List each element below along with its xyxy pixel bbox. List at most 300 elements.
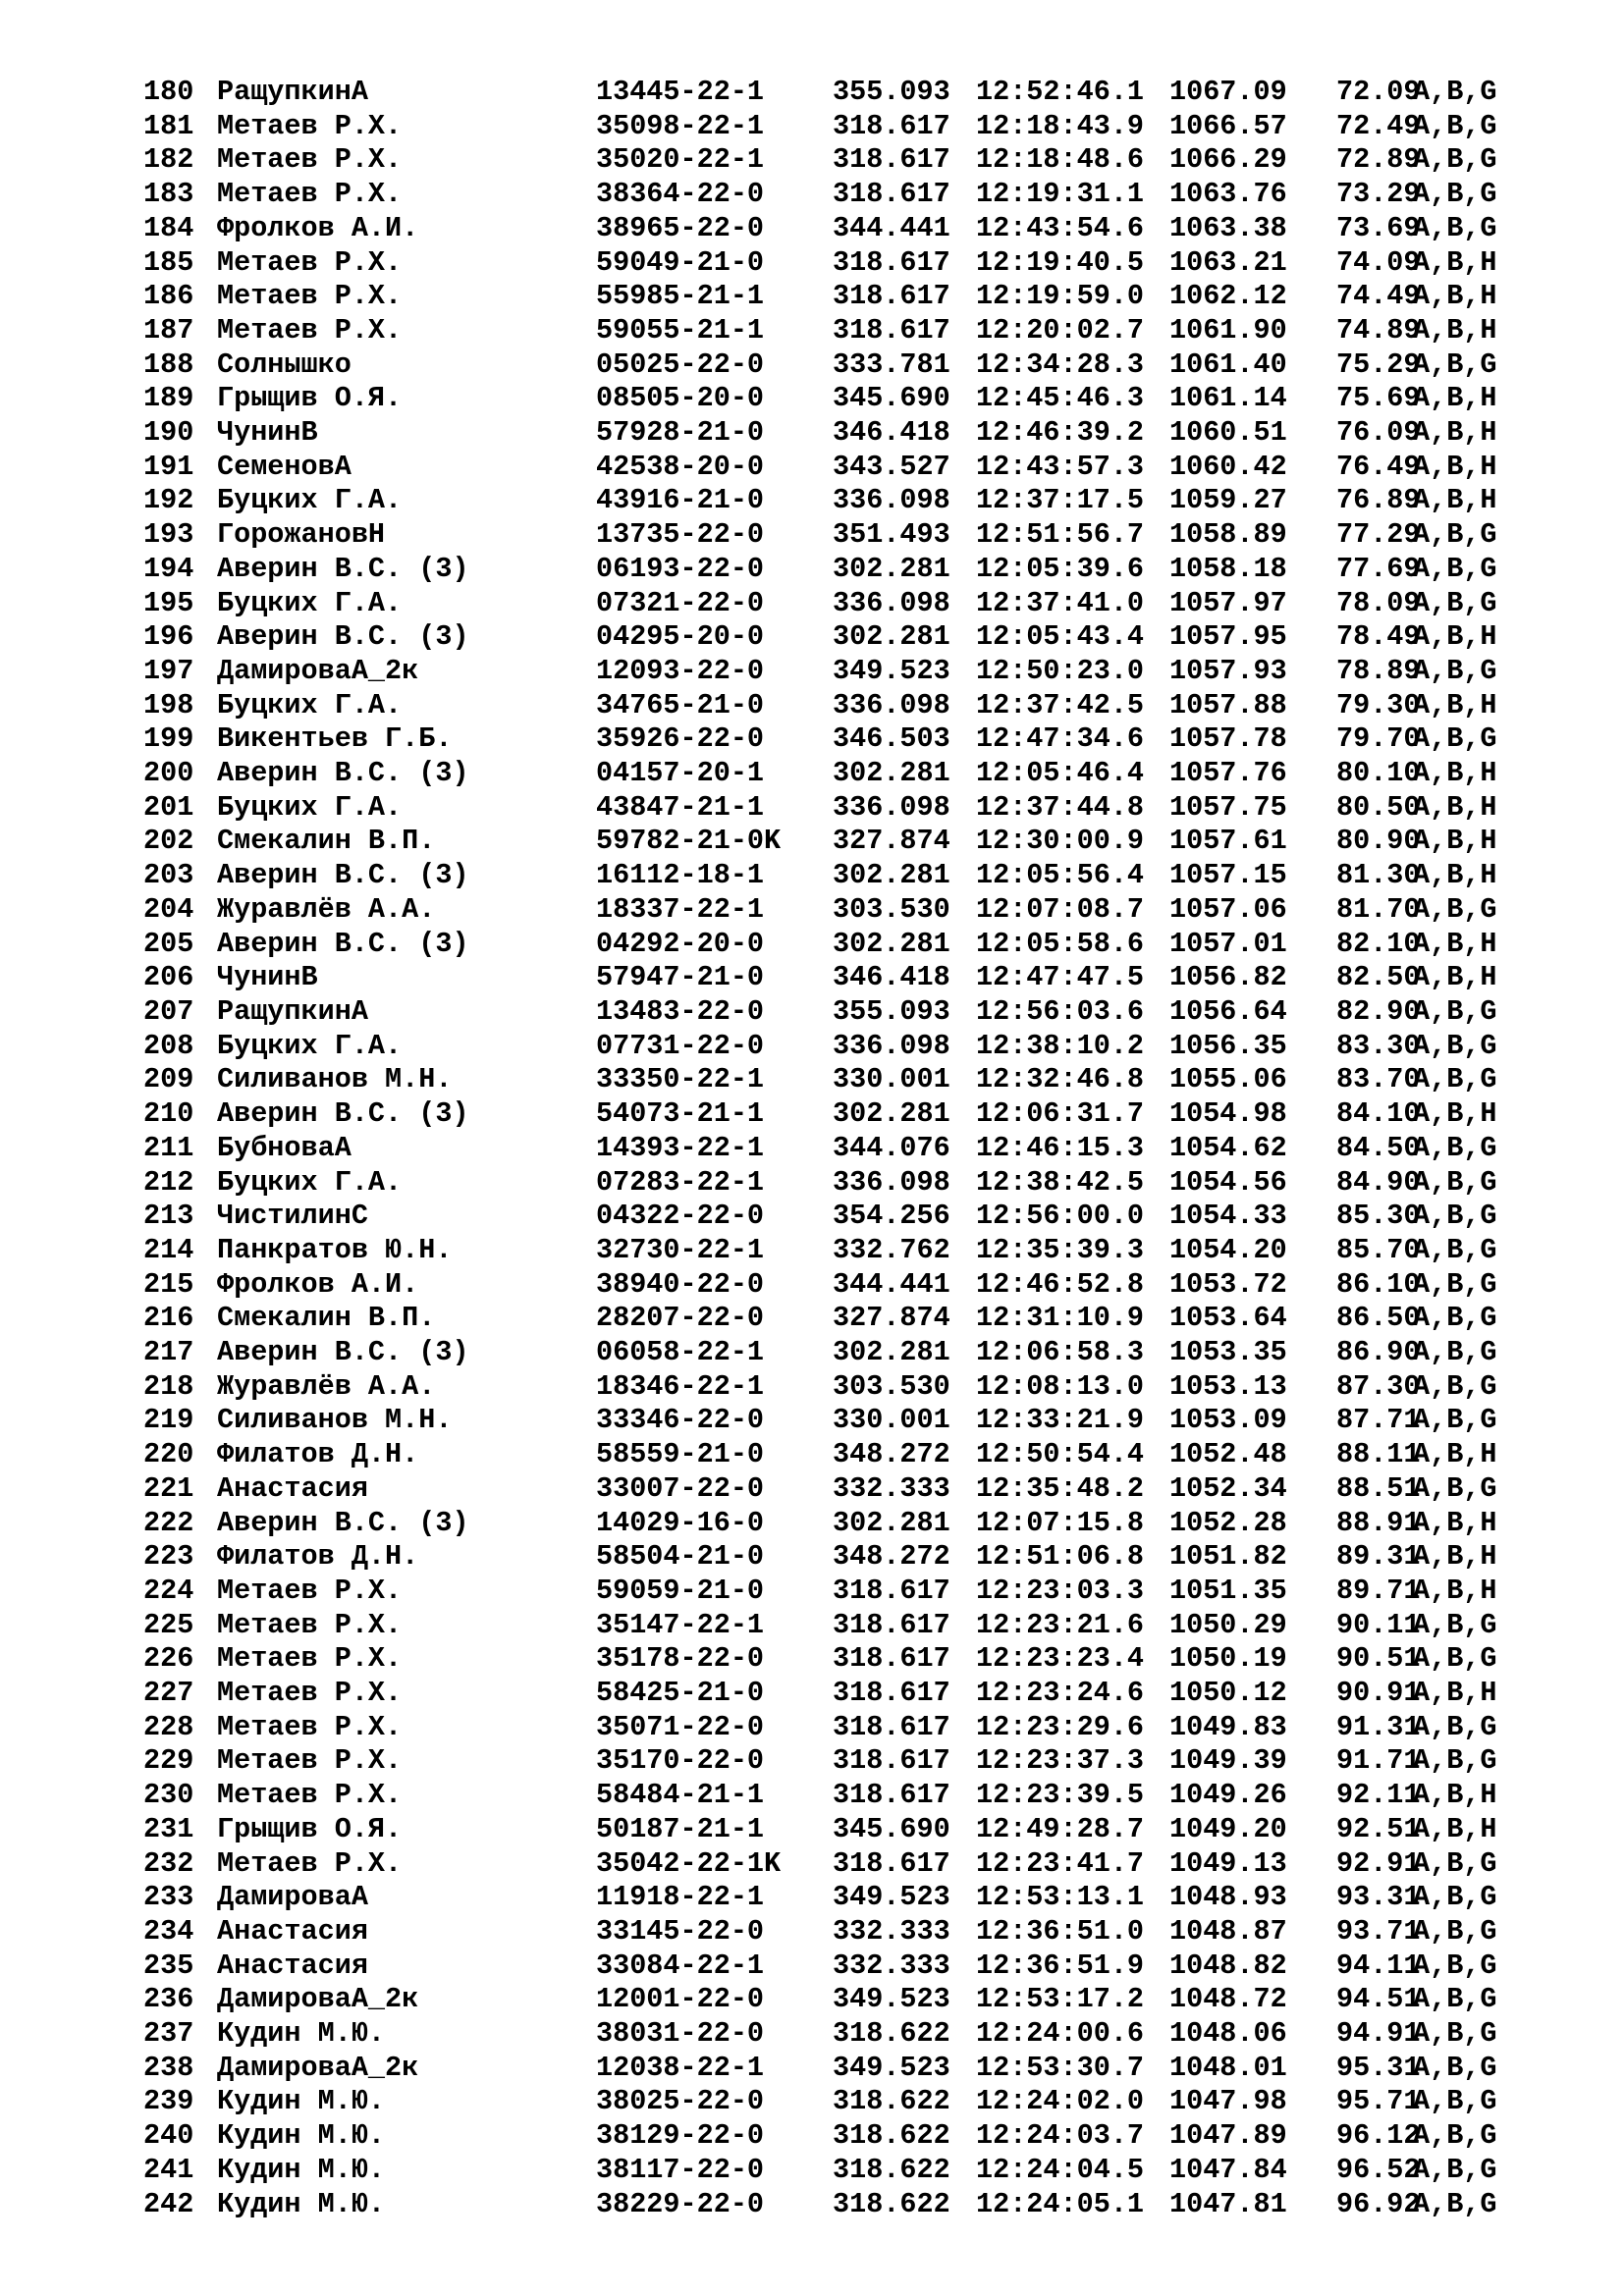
speed-cell: 1055.06: [1169, 1063, 1287, 1096]
ring-number-cell: 07731-22-0: [596, 1029, 765, 1062]
coefficient-cell: 73.29: [1336, 178, 1421, 211]
fancier-name-cell: Метаев Р.Х.: [217, 1574, 403, 1607]
place-cell: 220: [143, 1438, 194, 1471]
fancier-name-cell: Силиванов М.Н.: [217, 1063, 453, 1096]
coefficient-cell: 74.89: [1336, 313, 1421, 347]
speed-cell: 1048.72: [1169, 1983, 1287, 2016]
place-cell: 240: [143, 2119, 194, 2153]
distance-cell: 336.098: [833, 586, 950, 619]
coefficient-cell: 82.50: [1336, 961, 1421, 994]
fancier-name-cell: Грыщив О.Я.: [217, 1812, 403, 1845]
coefficient-cell: 89.71: [1336, 1574, 1421, 1607]
place-cell: 196: [143, 620, 194, 654]
categories-cell: A,B,G: [1413, 1744, 1497, 1778]
ring-number-cell: 08505-20-0: [596, 382, 765, 415]
coefficient-cell: 76.09: [1336, 416, 1421, 450]
coefficient-cell: 88.91: [1336, 1506, 1421, 1539]
coefficient-cell: 81.70: [1336, 892, 1421, 926]
speed-cell: 1049.26: [1169, 1779, 1287, 1812]
distance-cell: 336.098: [833, 1165, 950, 1199]
speed-cell: 1049.39: [1169, 1744, 1287, 1778]
fancier-name-cell: Буцких Г.А.: [217, 790, 403, 824]
speed-cell: 1050.29: [1169, 1608, 1287, 1641]
fancier-name-cell: Журавлёв А.А.: [217, 1369, 436, 1403]
fancier-name-cell: Метаев Р.Х.: [217, 109, 403, 142]
place-cell: 203: [143, 859, 194, 892]
distance-cell: 302.281: [833, 927, 950, 960]
ring-number-cell: 35098-22-1: [596, 109, 765, 142]
distance-cell: 327.874: [833, 825, 950, 858]
ring-number-cell: 59059-21-0: [596, 1574, 765, 1607]
fancier-name-cell: Аверин В.С. (3): [217, 927, 469, 960]
speed-cell: 1054.56: [1169, 1165, 1287, 1199]
ring-number-cell: 06193-22-0: [596, 552, 765, 585]
distance-cell: 318.617: [833, 1744, 950, 1778]
distance-cell: 336.098: [833, 790, 950, 824]
place-cell: 236: [143, 1983, 194, 2016]
coefficient-cell: 77.69: [1336, 552, 1421, 585]
speed-cell: 1050.19: [1169, 1642, 1287, 1676]
ring-number-cell: 35020-22-1: [596, 143, 765, 177]
speed-cell: 1057.93: [1169, 654, 1287, 687]
arrival-time-cell: 12:24:03.7: [976, 2119, 1145, 2153]
categories-cell: A,B,H: [1413, 1779, 1497, 1812]
place-cell: 218: [143, 1369, 194, 1403]
categories-cell: A,B,H: [1413, 1540, 1497, 1574]
categories-cell: A,B,H: [1413, 1574, 1497, 1607]
place-cell: 201: [143, 790, 194, 824]
speed-cell: 1050.12: [1169, 1677, 1287, 1710]
arrival-time-cell: 12:23:39.5: [976, 1779, 1145, 1812]
categories-cell: A,B,G: [1413, 1608, 1497, 1641]
distance-cell: 318.617: [833, 1846, 950, 1880]
coefficient-cell: 91.71: [1336, 1744, 1421, 1778]
arrival-time-cell: 12:37:44.8: [976, 790, 1145, 824]
categories-cell: A,B,G: [1413, 211, 1497, 244]
ring-number-cell: 28207-22-0: [596, 1302, 765, 1335]
speed-cell: 1047.98: [1169, 2085, 1287, 2118]
distance-cell: 349.523: [833, 1983, 950, 2016]
distance-cell: 318.622: [833, 2085, 950, 2118]
coefficient-cell: 93.71: [1336, 1914, 1421, 1948]
speed-cell: 1059.27: [1169, 484, 1287, 517]
place-cell: 211: [143, 1131, 194, 1164]
coefficient-cell: 79.70: [1336, 722, 1421, 756]
arrival-time-cell: 12:05:43.4: [976, 620, 1145, 654]
categories-cell: A,B,G: [1413, 1131, 1497, 1164]
fancier-name-cell: Смекалин В.П.: [217, 825, 436, 858]
fancier-name-cell: Метаев Р.Х.: [217, 143, 403, 177]
fancier-name-cell: ЧунинВ: [217, 416, 318, 450]
distance-cell: 349.523: [833, 1881, 950, 1914]
fancier-name-cell: Метаев Р.Х.: [217, 313, 403, 347]
ring-number-cell: 16112-18-1: [596, 859, 765, 892]
speed-cell: 1053.35: [1169, 1336, 1287, 1369]
ring-number-cell: 04295-20-0: [596, 620, 765, 654]
distance-cell: 348.272: [833, 1438, 950, 1471]
speed-cell: 1066.57: [1169, 109, 1287, 142]
arrival-time-cell: 12:38:10.2: [976, 1029, 1145, 1062]
arrival-time-cell: 12:19:59.0: [976, 280, 1145, 313]
arrival-time-cell: 12:07:15.8: [976, 1506, 1145, 1539]
arrival-time-cell: 12:23:24.6: [976, 1677, 1145, 1710]
categories-cell: A,B,H: [1413, 620, 1497, 654]
ring-number-cell: 50187-21-1: [596, 1812, 765, 1845]
ring-number-cell: 07283-22-1: [596, 1165, 765, 1199]
coefficient-cell: 80.50: [1336, 790, 1421, 824]
coefficient-cell: 82.10: [1336, 927, 1421, 960]
place-cell: 182: [143, 143, 194, 177]
place-cell: 189: [143, 382, 194, 415]
distance-cell: 318.617: [833, 1608, 950, 1641]
place-cell: 231: [143, 1812, 194, 1845]
arrival-time-cell: 12:32:46.8: [976, 1063, 1145, 1096]
categories-cell: A,B,G: [1413, 1302, 1497, 1335]
arrival-time-cell: 12:53:13.1: [976, 1881, 1145, 1914]
fancier-name-cell: Метаев Р.Х.: [217, 1779, 403, 1812]
ring-number-cell: 59055-21-1: [596, 313, 765, 347]
ring-number-cell: 33084-22-1: [596, 1949, 765, 1982]
categories-cell: A,B,G: [1413, 518, 1497, 552]
coefficient-cell: 75.29: [1336, 347, 1421, 381]
speed-cell: 1060.51: [1169, 416, 1287, 450]
place-cell: 238: [143, 2051, 194, 2084]
distance-cell: 318.617: [833, 313, 950, 347]
speed-cell: 1053.64: [1169, 1302, 1287, 1335]
fancier-name-cell: РащупкинА: [217, 994, 368, 1028]
coefficient-cell: 96.12: [1336, 2119, 1421, 2153]
fancier-name-cell: ДамироваА: [217, 1881, 368, 1914]
place-cell: 235: [143, 1949, 194, 1982]
place-cell: 183: [143, 178, 194, 211]
ring-number-cell: 32730-22-1: [596, 1233, 765, 1266]
distance-cell: 343.527: [833, 450, 950, 483]
fancier-name-cell: ЧистилинС: [217, 1200, 368, 1233]
coefficient-cell: 83.70: [1336, 1063, 1421, 1096]
categories-cell: A,B,G: [1413, 892, 1497, 926]
ring-number-cell: 43916-21-0: [596, 484, 765, 517]
coefficient-cell: 84.50: [1336, 1131, 1421, 1164]
ring-number-cell: 04292-20-0: [596, 927, 765, 960]
coefficient-cell: 72.09: [1336, 76, 1421, 108]
fancier-name-cell: Метаев Р.Х.: [217, 280, 403, 313]
fancier-name-cell: Аверин В.С. (3): [217, 757, 469, 790]
coefficient-cell: 81.30: [1336, 859, 1421, 892]
coefficient-cell: 86.10: [1336, 1267, 1421, 1301]
categories-cell: A,B,G: [1413, 1200, 1497, 1233]
speed-cell: 1047.81: [1169, 2187, 1287, 2220]
fancier-name-cell: Анастасия: [217, 1914, 368, 1948]
ring-number-cell: 35071-22-0: [596, 1710, 765, 1743]
distance-cell: 345.690: [833, 1812, 950, 1845]
coefficient-cell: 87.71: [1336, 1404, 1421, 1437]
fancier-name-cell: Кудин М.Ю.: [217, 2085, 386, 2118]
fancier-name-cell: ДамироваА_2к: [217, 2051, 419, 2084]
speed-cell: 1056.82: [1169, 961, 1287, 994]
fancier-name-cell: Кудин М.Ю.: [217, 2017, 386, 2051]
distance-cell: 332.762: [833, 1233, 950, 1266]
ring-number-cell: 18346-22-1: [596, 1369, 765, 1403]
speed-cell: 1051.82: [1169, 1540, 1287, 1574]
speed-cell: 1048.06: [1169, 2017, 1287, 2051]
arrival-time-cell: 12:50:54.4: [976, 1438, 1145, 1471]
categories-cell: A,B,H: [1413, 961, 1497, 994]
fancier-name-cell: Аверин В.С. (3): [217, 620, 469, 654]
arrival-time-cell: 12:49:28.7: [976, 1812, 1145, 1845]
fancier-name-cell: Кудин М.Ю.: [217, 2153, 386, 2186]
fancier-name-cell: БубноваА: [217, 1131, 352, 1164]
coefficient-cell: 91.31: [1336, 1710, 1421, 1743]
fancier-name-cell: ДамироваА_2к: [217, 1983, 419, 2016]
distance-cell: 302.281: [833, 757, 950, 790]
distance-cell: 354.256: [833, 1200, 950, 1233]
ring-number-cell: 58504-21-0: [596, 1540, 765, 1574]
categories-cell: A,B,H: [1413, 1438, 1497, 1471]
arrival-time-cell: 12:52:46.1: [976, 76, 1145, 108]
distance-cell: 351.493: [833, 518, 950, 552]
ring-number-cell: 38129-22-0: [596, 2119, 765, 2153]
ring-number-cell: 38364-22-0: [596, 178, 765, 211]
categories-cell: A,B,H: [1413, 416, 1497, 450]
distance-cell: 332.333: [833, 1471, 950, 1505]
fancier-name-cell: Метаев Р.Х.: [217, 178, 403, 211]
distance-cell: 302.281: [833, 620, 950, 654]
place-cell: 200: [143, 757, 194, 790]
coefficient-cell: 78.49: [1336, 620, 1421, 654]
fancier-name-cell: ЧунинВ: [217, 961, 318, 994]
distance-cell: 318.617: [833, 1677, 950, 1710]
categories-cell: A,B,G: [1413, 1233, 1497, 1266]
coefficient-cell: 90.91: [1336, 1677, 1421, 1710]
place-cell: 191: [143, 450, 194, 483]
arrival-time-cell: 12:56:00.0: [976, 1200, 1145, 1233]
distance-cell: 302.281: [833, 859, 950, 892]
place-cell: 237: [143, 2017, 194, 2051]
speed-cell: 1053.13: [1169, 1369, 1287, 1403]
distance-cell: 355.093: [833, 994, 950, 1028]
arrival-time-cell: 12:24:04.5: [976, 2153, 1145, 2186]
place-cell: 222: [143, 1506, 194, 1539]
distance-cell: 355.093: [833, 76, 950, 108]
arrival-time-cell: 12:35:39.3: [976, 1233, 1145, 1266]
place-cell: 224: [143, 1574, 194, 1607]
place-cell: 212: [143, 1165, 194, 1199]
speed-cell: 1053.09: [1169, 1404, 1287, 1437]
arrival-time-cell: 12:19:40.5: [976, 245, 1145, 279]
arrival-time-cell: 12:05:58.6: [976, 927, 1145, 960]
coefficient-cell: 74.09: [1336, 245, 1421, 279]
place-cell: 206: [143, 961, 194, 994]
coefficient-cell: 83.30: [1336, 1029, 1421, 1062]
categories-cell: A,B,G: [1413, 1267, 1497, 1301]
categories-cell: A,B,H: [1413, 927, 1497, 960]
ring-number-cell: 07321-22-0: [596, 586, 765, 619]
arrival-time-cell: 12:18:48.6: [976, 143, 1145, 177]
distance-cell: 302.281: [833, 1097, 950, 1131]
fancier-name-cell: Буцких Г.А.: [217, 1165, 403, 1199]
ring-number-cell: 35926-22-0: [596, 722, 765, 756]
speed-cell: 1063.76: [1169, 178, 1287, 211]
arrival-time-cell: 12:31:10.9: [976, 1302, 1145, 1335]
arrival-time-cell: 12:18:43.9: [976, 109, 1145, 142]
categories-cell: A,B,G: [1413, 347, 1497, 381]
categories-cell: A,B,H: [1413, 790, 1497, 824]
arrival-time-cell: 12:05:56.4: [976, 859, 1145, 892]
ring-number-cell: 55985-21-1: [596, 280, 765, 313]
distance-cell: 318.617: [833, 1710, 950, 1743]
coefficient-cell: 84.10: [1336, 1097, 1421, 1131]
ring-number-cell: 13483-22-0: [596, 994, 765, 1028]
fancier-name-cell: Аверин В.С. (3): [217, 1097, 469, 1131]
distance-cell: 318.617: [833, 1642, 950, 1676]
ring-number-cell: 33346-22-0: [596, 1404, 765, 1437]
arrival-time-cell: 12:23:23.4: [976, 1642, 1145, 1676]
categories-cell: A,B,H: [1413, 280, 1497, 313]
distance-cell: 318.622: [833, 2153, 950, 2186]
speed-cell: 1057.06: [1169, 892, 1287, 926]
fancier-name-cell: Солнышко: [217, 347, 352, 381]
categories-cell: A,B,H: [1413, 382, 1497, 415]
place-cell: 192: [143, 484, 194, 517]
speed-cell: 1061.14: [1169, 382, 1287, 415]
speed-cell: 1057.76: [1169, 757, 1287, 790]
ring-number-cell: 13445-22-1: [596, 76, 765, 108]
arrival-time-cell: 12:05:39.6: [976, 552, 1145, 585]
distance-cell: 318.622: [833, 2187, 950, 2220]
place-cell: 227: [143, 1677, 194, 1710]
place-cell: 207: [143, 994, 194, 1028]
categories-cell: A,B,H: [1413, 825, 1497, 858]
distance-cell: 318.622: [833, 2119, 950, 2153]
fancier-name-cell: РащупкинА: [217, 76, 368, 108]
place-cell: 226: [143, 1642, 194, 1676]
distance-cell: 318.617: [833, 143, 950, 177]
speed-cell: 1057.61: [1169, 825, 1287, 858]
arrival-time-cell: 12:06:31.7: [976, 1097, 1145, 1131]
coefficient-cell: 90.11: [1336, 1608, 1421, 1641]
arrival-time-cell: 12:05:46.4: [976, 757, 1145, 790]
coefficient-cell: 84.90: [1336, 1165, 1421, 1199]
fancier-name-cell: СеменовА: [217, 450, 352, 483]
fancier-name-cell: ГорожановН: [217, 518, 386, 552]
place-cell: 184: [143, 211, 194, 244]
place-cell: 228: [143, 1710, 194, 1743]
fancier-name-cell: Анастасия: [217, 1471, 368, 1505]
coefficient-cell: 86.90: [1336, 1336, 1421, 1369]
place-cell: 202: [143, 825, 194, 858]
place-cell: 209: [143, 1063, 194, 1096]
ring-number-cell: 35042-22-1K: [596, 1846, 782, 1880]
ring-number-cell: 35170-22-0: [596, 1744, 765, 1778]
coefficient-cell: 89.31: [1336, 1540, 1421, 1574]
distance-cell: 332.333: [833, 1949, 950, 1982]
distance-cell: 346.418: [833, 961, 950, 994]
categories-cell: A,B,G: [1413, 1983, 1497, 2016]
speed-cell: 1057.88: [1169, 688, 1287, 721]
place-cell: 188: [143, 347, 194, 381]
speed-cell: 1048.87: [1169, 1914, 1287, 1948]
fancier-name-cell: Кудин М.Ю.: [217, 2187, 386, 2220]
coefficient-cell: 85.70: [1336, 1233, 1421, 1266]
coefficient-cell: 82.90: [1336, 994, 1421, 1028]
place-cell: 186: [143, 280, 194, 313]
fancier-name-cell: Метаев Р.Х.: [217, 1846, 403, 1880]
distance-cell: 332.333: [833, 1914, 950, 1948]
fancier-name-cell: Фролков А.И.: [217, 1267, 419, 1301]
fancier-name-cell: Анастасия: [217, 1949, 368, 1982]
speed-cell: 1056.64: [1169, 994, 1287, 1028]
ring-number-cell: 14393-22-1: [596, 1131, 765, 1164]
arrival-time-cell: 12:51:56.7: [976, 518, 1145, 552]
place-cell: 242: [143, 2187, 194, 2220]
fancier-name-cell: Панкратов Ю.Н.: [217, 1233, 453, 1266]
arrival-time-cell: 12:19:31.1: [976, 178, 1145, 211]
ring-number-cell: 38031-22-0: [596, 2017, 765, 2051]
ring-number-cell: 12001-22-0: [596, 1983, 765, 2016]
speed-cell: 1052.48: [1169, 1438, 1287, 1471]
ring-number-cell: 05025-22-0: [596, 347, 765, 381]
fancier-name-cell: Смекалин В.П.: [217, 1302, 436, 1335]
coefficient-cell: 78.09: [1336, 586, 1421, 619]
categories-cell: A,B,G: [1413, 178, 1497, 211]
ring-number-cell: 13735-22-0: [596, 518, 765, 552]
coefficient-cell: 74.49: [1336, 280, 1421, 313]
distance-cell: 336.098: [833, 484, 950, 517]
arrival-time-cell: 12:33:21.9: [976, 1404, 1145, 1437]
ring-number-cell: 59049-21-0: [596, 245, 765, 279]
categories-cell: A,B,G: [1413, 654, 1497, 687]
place-cell: 216: [143, 1302, 194, 1335]
coefficient-cell: 73.69: [1336, 211, 1421, 244]
categories-cell: A,B,G: [1413, 1404, 1497, 1437]
speed-cell: 1057.01: [1169, 927, 1287, 960]
categories-cell: A,B,H: [1413, 484, 1497, 517]
distance-cell: 349.523: [833, 654, 950, 687]
distance-cell: 303.530: [833, 1369, 950, 1403]
place-cell: 205: [143, 927, 194, 960]
speed-cell: 1052.34: [1169, 1471, 1287, 1505]
fancier-name-cell: Кудин М.Ю.: [217, 2119, 386, 2153]
coefficient-cell: 77.29: [1336, 518, 1421, 552]
arrival-time-cell: 12:35:48.2: [976, 1471, 1145, 1505]
categories-cell: A,B,G: [1413, 2153, 1497, 2186]
coefficient-cell: 76.89: [1336, 484, 1421, 517]
arrival-time-cell: 12:37:41.0: [976, 586, 1145, 619]
distance-cell: 336.098: [833, 688, 950, 721]
ring-number-cell: 42538-20-0: [596, 450, 765, 483]
speed-cell: 1049.13: [1169, 1846, 1287, 1880]
ring-number-cell: 38025-22-0: [596, 2085, 765, 2118]
place-cell: 241: [143, 2153, 194, 2186]
categories-cell: A,B,H: [1413, 245, 1497, 279]
coefficient-cell: 94.91: [1336, 2017, 1421, 2051]
categories-cell: A,B,G: [1413, 1369, 1497, 1403]
speed-cell: 1062.12: [1169, 280, 1287, 313]
arrival-time-cell: 12:23:29.6: [976, 1710, 1145, 1743]
fancier-name-cell: Викентьев Г.Б.: [217, 722, 453, 756]
speed-cell: 1054.33: [1169, 1200, 1287, 1233]
arrival-time-cell: 12:23:37.3: [976, 1744, 1145, 1778]
categories-cell: A,B,H: [1413, 688, 1497, 721]
arrival-time-cell: 12:24:02.0: [976, 2085, 1145, 2118]
distance-cell: 318.617: [833, 1574, 950, 1607]
coefficient-cell: 88.11: [1336, 1438, 1421, 1471]
ring-number-cell: 12038-22-1: [596, 2051, 765, 2084]
speed-cell: 1058.89: [1169, 518, 1287, 552]
categories-cell: A,B,H: [1413, 313, 1497, 347]
place-cell: 197: [143, 654, 194, 687]
speed-cell: 1051.35: [1169, 1574, 1287, 1607]
